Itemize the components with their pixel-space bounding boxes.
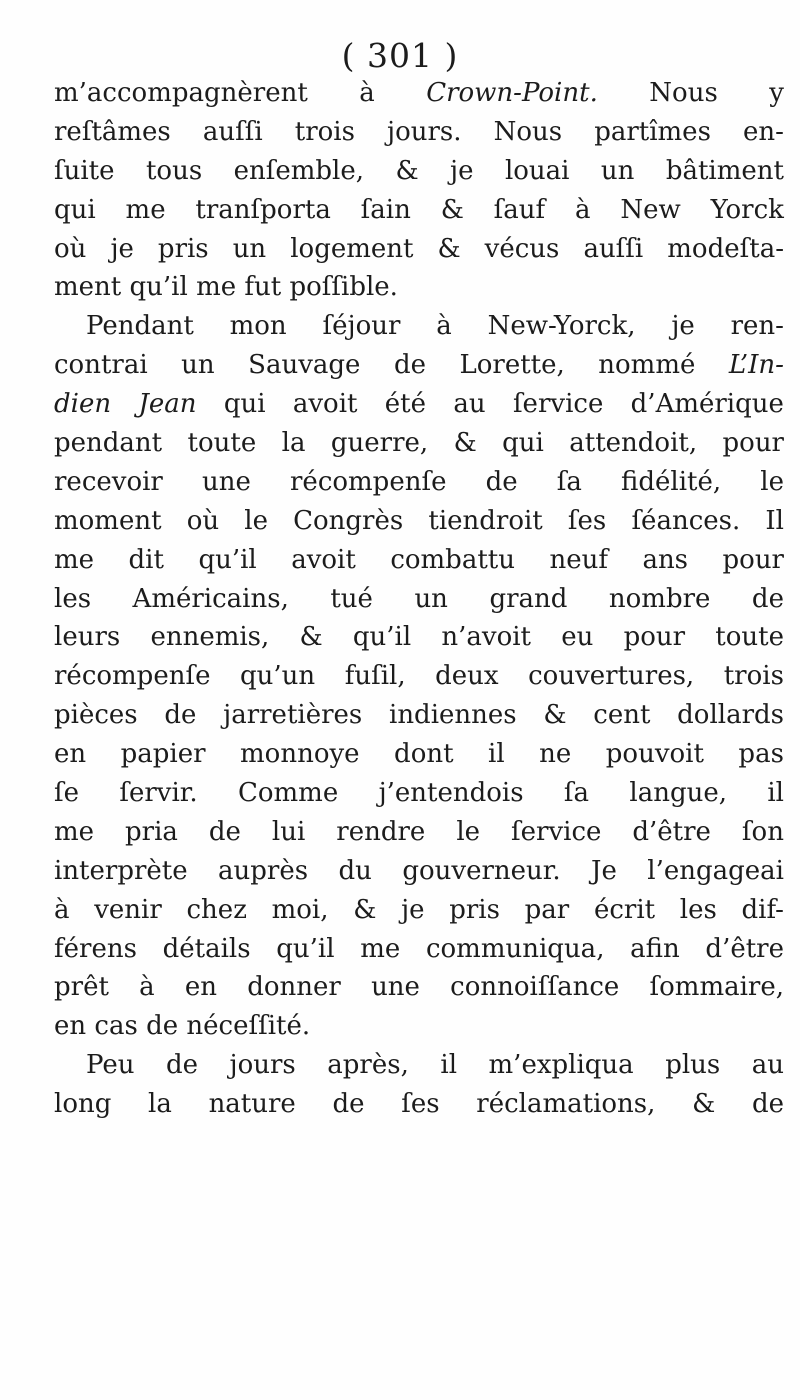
word: ment (54, 272, 122, 303)
word: m’expliqua (488, 1050, 634, 1081)
text-line (54, 1007, 784, 1046)
word: ans (642, 544, 689, 575)
text-line (54, 774, 784, 813)
word: il (488, 739, 505, 770)
text-line (54, 580, 784, 619)
word: auſſi (583, 233, 644, 264)
word: l’engageai (647, 855, 784, 886)
word: en (54, 1011, 87, 1042)
word: trois (294, 116, 355, 147)
word: férens (54, 933, 137, 964)
text-line (54, 424, 784, 463)
word: & (543, 700, 567, 731)
word: & (440, 194, 464, 225)
word: ſe (54, 778, 80, 809)
word: le (456, 816, 481, 847)
word: où (186, 505, 220, 536)
word: un (600, 155, 635, 186)
word: gouverneur. (402, 855, 561, 886)
word: indiennes (389, 700, 517, 731)
text-line (54, 113, 784, 152)
word: donner (247, 972, 341, 1003)
word: nommé (598, 350, 696, 381)
text-line (54, 346, 784, 385)
word: pouvoit (605, 739, 704, 770)
word: une (371, 972, 420, 1003)
word: Il (765, 505, 784, 536)
word: pris (157, 233, 209, 264)
word: poſſible. (289, 272, 398, 303)
text-line (54, 152, 784, 191)
word: en (184, 972, 218, 1003)
word: toute (715, 622, 784, 653)
word: de (751, 1089, 784, 1120)
word: les (54, 583, 92, 614)
text-line (54, 968, 784, 1007)
word: de (208, 816, 241, 847)
word: ſa (563, 778, 590, 809)
word: n’avoit (441, 622, 532, 653)
word: ſervice (512, 389, 604, 420)
text-line (54, 268, 784, 307)
word: me (196, 272, 237, 303)
text-line (54, 463, 784, 502)
word: toute (187, 428, 257, 459)
word: ſommaire, (649, 972, 784, 1003)
word: modeſta- (667, 233, 784, 264)
word: contrai (54, 350, 148, 381)
word: ſes (567, 505, 607, 536)
word: qu’il (276, 933, 335, 964)
word: L’In- (728, 350, 784, 381)
word: une (201, 466, 251, 497)
word: ſuite (54, 155, 115, 186)
word: pour (722, 428, 784, 459)
word: avoit (292, 389, 358, 420)
word: Américains, (132, 583, 289, 614)
word: été (384, 389, 427, 420)
word: écrit (593, 894, 656, 925)
word: partîmes (594, 116, 711, 147)
text-line (54, 307, 784, 346)
word: Crown-Point. (426, 78, 598, 108)
word: Congrès (293, 505, 404, 536)
word: après, (327, 1050, 409, 1081)
word: pas (738, 739, 784, 770)
word: rendre (336, 816, 426, 847)
word: vécus (484, 233, 560, 264)
word: grand (489, 583, 568, 614)
word: d’être (632, 816, 711, 847)
text-line (54, 541, 784, 580)
word: je (450, 155, 474, 186)
word: fidélité, (621, 466, 722, 497)
word: de (485, 466, 518, 497)
word: & (692, 1089, 716, 1120)
word: de (146, 1011, 179, 1042)
word: auſſi (202, 116, 263, 147)
word: dif- (741, 894, 784, 925)
word: de (393, 350, 426, 381)
word: de (332, 1089, 365, 1120)
word: Jean (138, 389, 197, 420)
word: jours. (387, 116, 462, 147)
word: pendant (54, 428, 163, 459)
word: pour (623, 622, 686, 653)
word: cas (94, 1011, 138, 1042)
word: nature (208, 1089, 296, 1120)
word: me (125, 194, 166, 225)
word: un (181, 350, 215, 381)
word: ſervice (511, 816, 602, 847)
word: m’accompagnèrent (54, 78, 308, 108)
word: neuf (549, 544, 608, 575)
word: ne (539, 739, 572, 770)
text-line (54, 191, 784, 230)
word: un (232, 233, 267, 264)
word: ennemis, (150, 622, 270, 653)
text-line (54, 813, 784, 852)
word: à (575, 194, 591, 225)
word: papier (120, 739, 206, 770)
word: récompenſe (54, 661, 211, 692)
word: je (401, 894, 425, 925)
word: tiendroit (428, 505, 543, 536)
word: me (360, 933, 401, 964)
word: par (524, 894, 570, 925)
word: à (54, 894, 70, 925)
text-line (54, 74, 784, 113)
word: la (281, 428, 306, 459)
word: chez (186, 894, 247, 925)
word: langue, (629, 778, 727, 809)
word: qui (223, 389, 266, 420)
word: Comme (237, 778, 339, 809)
word: deux (435, 661, 499, 692)
word: de (165, 1050, 199, 1081)
word: ſon (741, 816, 784, 847)
word: Nous (649, 78, 718, 108)
word: au (453, 389, 486, 420)
text-line (54, 891, 784, 930)
word: pris (449, 894, 500, 925)
word: New (620, 194, 681, 225)
word: moi, (271, 894, 329, 925)
word: ſauf (493, 194, 546, 225)
word: pièces (54, 700, 138, 731)
word: plus (665, 1050, 721, 1081)
word: Peu (86, 1050, 135, 1081)
word: y (769, 78, 784, 108)
word: à (436, 311, 452, 342)
text-line (54, 1046, 784, 1085)
word: couvertures, (528, 661, 695, 692)
word: tranſporta (195, 194, 331, 225)
text-line (54, 696, 784, 735)
word: monnoye (240, 739, 360, 770)
text-line (54, 502, 784, 541)
word: qu’un (240, 661, 316, 692)
word: ſa (556, 466, 582, 497)
word: lui (271, 816, 306, 847)
word: de (164, 700, 197, 731)
word: qu’il (198, 544, 257, 575)
word: au (751, 1050, 784, 1081)
word: en- (743, 116, 784, 147)
word: moment (54, 505, 162, 536)
word: avoit (291, 544, 356, 575)
word: & (353, 894, 377, 925)
word: qu’il (352, 622, 412, 653)
page-number: ( 301 ) (341, 36, 459, 75)
word: je (671, 311, 695, 342)
word: où (54, 233, 87, 264)
word: le (760, 466, 784, 497)
word: & (395, 155, 419, 186)
word: cent (593, 700, 651, 731)
word: il (767, 778, 784, 809)
word: combattu (390, 544, 515, 575)
word: Nous (493, 116, 563, 147)
word: qui (54, 194, 96, 225)
text-line (54, 1085, 784, 1124)
word: fuſil, (344, 661, 406, 692)
word: Yorck (710, 194, 784, 225)
word: ſervir. (119, 778, 198, 809)
word: dont (394, 739, 454, 770)
word: dit (128, 544, 164, 575)
word: à (139, 972, 155, 1003)
word: & (453, 428, 477, 459)
word: un (414, 583, 448, 614)
word: ſéances. (631, 505, 741, 536)
word: me (54, 544, 95, 575)
word: recevoir (54, 466, 163, 497)
word: les (679, 894, 717, 925)
word: venir (94, 894, 162, 925)
word: pria (125, 816, 178, 847)
text-line (54, 230, 784, 269)
word: ſéjour (322, 311, 401, 342)
word: ſain (360, 194, 411, 225)
word: prêt (54, 972, 109, 1003)
word: ſes (401, 1089, 440, 1120)
word: & (299, 622, 323, 653)
word: dien (54, 389, 112, 420)
text-line (54, 657, 784, 696)
word: le (244, 505, 268, 536)
word: nombre (608, 583, 711, 614)
word: louai (504, 155, 570, 186)
word: qui (502, 428, 544, 459)
word: à (359, 78, 375, 108)
word: pour (722, 544, 784, 575)
word: mon (229, 311, 287, 342)
word: néceſſité. (186, 1011, 311, 1042)
word: connoiſſance (450, 972, 620, 1003)
word: logement (290, 233, 414, 264)
word: ren- (730, 311, 784, 342)
text-line (54, 735, 784, 774)
text-line (54, 930, 784, 969)
word: communiqua, (425, 933, 605, 964)
word: dollards (677, 700, 784, 731)
word: la (148, 1089, 172, 1120)
body-text (54, 74, 784, 1124)
word: je (110, 233, 134, 264)
text-line (54, 618, 784, 657)
word: Sauvage (248, 350, 361, 381)
word: jours (229, 1050, 296, 1081)
word: eu (561, 622, 594, 653)
word: il (440, 1050, 458, 1081)
word: réclamations, (476, 1089, 656, 1120)
word: en (54, 739, 87, 770)
text-line (54, 852, 784, 891)
word: du (338, 855, 372, 886)
word: guerre, (330, 428, 429, 459)
word: leurs (54, 622, 121, 653)
word: Lorette, (459, 350, 565, 381)
word: enſemble, (233, 155, 365, 186)
word: Je (591, 855, 617, 886)
word: de (751, 583, 784, 614)
word: d’Amérique (630, 389, 784, 420)
word: Pendant (86, 311, 194, 342)
word: j’entendois (378, 778, 524, 809)
word: reſtâmes (54, 116, 171, 147)
word: tous (145, 155, 203, 186)
word: récompenſe (290, 466, 447, 497)
word: New-Yorck, (487, 311, 636, 342)
word: me (54, 816, 95, 847)
word: long (54, 1089, 112, 1120)
word: qu’il (129, 272, 188, 303)
word: détails (162, 933, 251, 964)
word: fut (244, 272, 282, 303)
word: trois (723, 661, 784, 692)
word: afin (630, 933, 680, 964)
word: d’être (705, 933, 784, 964)
word: attendoit, (569, 428, 698, 459)
word: tué (330, 583, 373, 614)
word: interprète (54, 855, 188, 886)
word: bâtiment (665, 155, 784, 186)
word: jarretières (223, 700, 363, 731)
word: & (437, 233, 461, 264)
word: auprès (218, 855, 309, 886)
text-line (54, 385, 784, 424)
